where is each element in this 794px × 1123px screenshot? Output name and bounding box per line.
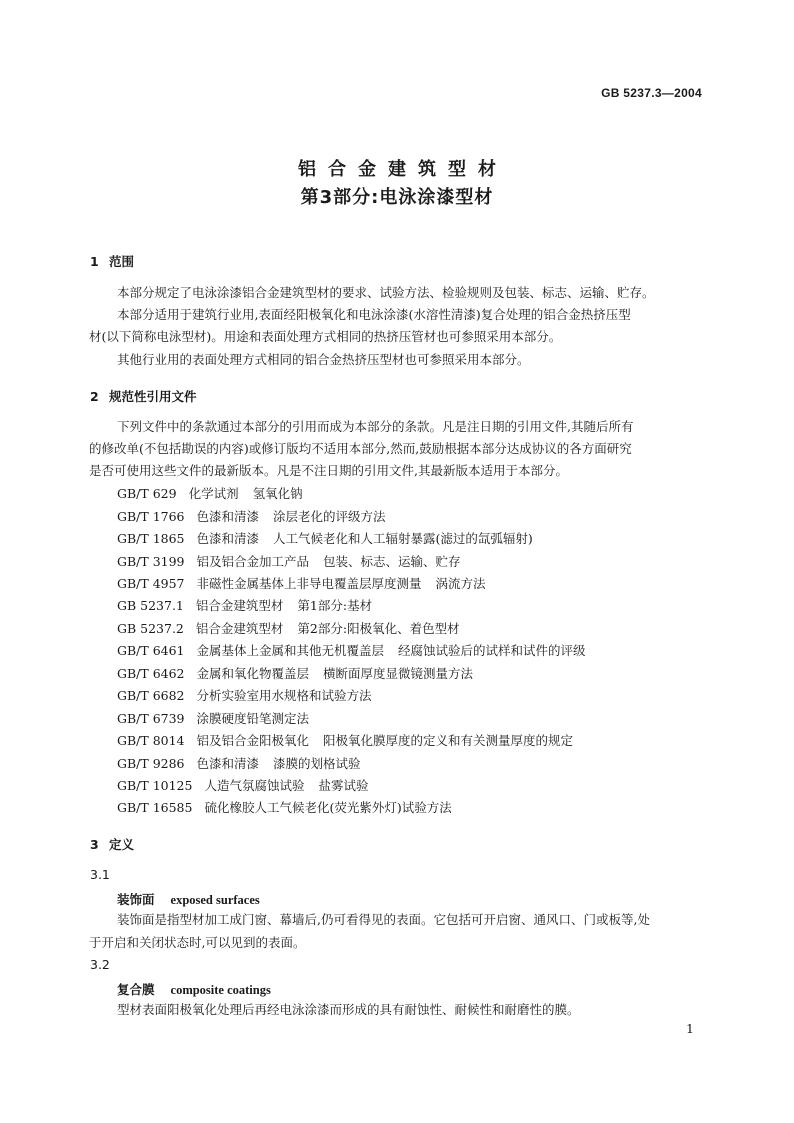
reference-code: GB/T 3199 bbox=[117, 554, 185, 569]
reference-subtitle: 涂层老化的评级方法 bbox=[273, 509, 386, 524]
reference-item bbox=[117, 576, 486, 592]
reference-subtitle: 人工气候老化和人工辐射暴露(滤过的氙弧辐射) bbox=[273, 531, 533, 546]
paragraph-line: 本部分规定了电泳涂漆铝合金建筑型材的要求、试验方法、检验规则及包装、标志、运输、贮存。 bbox=[117, 285, 655, 300]
reference-item bbox=[117, 509, 386, 525]
section-1-heading bbox=[90, 252, 134, 270]
reference-subtitle: 第2部分:阳极氧化、着色型材 bbox=[297, 621, 460, 636]
reference-title: 金属和氧化物覆盖层 bbox=[196, 666, 310, 681]
reference-title: 铝合金建筑型材 bbox=[195, 621, 284, 636]
reference-title: 人造气氛腐蚀试验 bbox=[204, 778, 305, 793]
paragraph-line: 本部分适用于建筑行业用,表面经阳极氧化和电泳涂漆(水溶性清漆)复合处理的铝合金热挤压型 bbox=[117, 307, 631, 322]
document-title: 铝合金建筑型材 bbox=[298, 159, 508, 180]
reference-item bbox=[117, 621, 460, 637]
term-en: exposed surfaces bbox=[170, 893, 260, 907]
section-3-heading bbox=[90, 835, 134, 853]
reference-title: 色漆和清漆 bbox=[196, 509, 260, 524]
term-zh: 装饰面 bbox=[117, 892, 155, 907]
reference-subtitle: 盐雾试验 bbox=[318, 778, 369, 793]
reference-code: GB 5237.2 bbox=[117, 621, 184, 636]
reference-subtitle: 横断面厚度显微镜测量方法 bbox=[323, 666, 474, 681]
term-zh: 复合膜 bbox=[117, 982, 155, 997]
reference-title: 硫化橡胶人工气候老化(荧光紫外灯)试验方法 bbox=[204, 800, 452, 815]
page-number: 1 bbox=[686, 1021, 694, 1036]
reference-code: GB/T 10125 bbox=[117, 778, 193, 793]
reference-code: GB/T 9286 bbox=[117, 756, 185, 771]
reference-title: 分析实验室用水规格和试验方法 bbox=[196, 688, 372, 703]
reference-item bbox=[117, 800, 466, 816]
term-heading bbox=[117, 980, 271, 998]
reference-subtitle: 包装、标志、运输、贮存 bbox=[323, 554, 461, 569]
reference-title: 铝及铝合金加工产品 bbox=[196, 554, 310, 569]
reference-title: 涂膜硬度铅笔测定法 bbox=[196, 711, 310, 726]
reference-code: GB/T 16585 bbox=[117, 800, 193, 815]
reference-title: 铝合金建筑型材 bbox=[195, 598, 284, 613]
reference-code: GB/T 6461 bbox=[117, 643, 185, 658]
reference-subtitle: 漆膜的划格试验 bbox=[273, 756, 361, 771]
reference-title: 色漆和清漆 bbox=[196, 531, 260, 546]
paragraph-line: 下列文件中的条款通过本部分的引用而成为本部分的条款。凡是注日期的引用文件,其随后所有 bbox=[117, 419, 634, 434]
reference-item bbox=[117, 598, 372, 614]
reference-title: 金属基体上金属和其他无机覆盖层 bbox=[196, 643, 385, 658]
term-number: 3.1 bbox=[90, 867, 110, 882]
section-title: 规范性引用文件 bbox=[109, 389, 197, 404]
paragraph-line: 的修改单(不包括勘误的内容)或修订版均不适用本部分,然而,鼓励根据本部分达成协议的各方面研究 bbox=[89, 441, 632, 456]
reference-code: GB/T 629 bbox=[117, 486, 177, 501]
reference-item bbox=[117, 778, 369, 794]
reference-subtitle: 经腐蚀试验后的试样和试件的评级 bbox=[398, 643, 586, 658]
paragraph-line: 型材表面阳极氧化处理后再经电泳涂漆而形成的具有耐蚀性、耐候性和耐磨性的膜。 bbox=[117, 1002, 580, 1017]
reference-code: GB 5237.1 bbox=[117, 598, 184, 613]
section-number: 1 bbox=[90, 254, 99, 269]
term-number: 3.2 bbox=[90, 957, 110, 972]
reference-title: 非磁性金属基体上非导电覆盖层厚度测量 bbox=[196, 576, 422, 591]
reference-item bbox=[117, 554, 461, 570]
reference-item bbox=[117, 688, 386, 704]
reference-code: GB/T 4957 bbox=[117, 576, 185, 591]
reference-subtitle: 第1部分:基材 bbox=[297, 598, 373, 613]
reference-title: 铝及铝合金阳极氧化 bbox=[196, 733, 310, 748]
reference-item bbox=[117, 643, 586, 659]
reference-item bbox=[117, 666, 473, 682]
reference-code: GB/T 6739 bbox=[117, 711, 185, 726]
reference-title: 色漆和清漆 bbox=[196, 756, 260, 771]
paragraph-line: 是否可使用这些文件的最新版本。凡是不注日期的引用文件,其最新版本适用于本部分。 bbox=[89, 463, 568, 478]
reference-code: GB/T 1865 bbox=[117, 531, 185, 546]
term-en: composite coatings bbox=[170, 983, 271, 997]
reference-item bbox=[117, 711, 323, 727]
section-title: 范围 bbox=[109, 254, 135, 269]
reference-code: GB/T 6682 bbox=[117, 688, 185, 703]
reference-subtitle: 涡流方法 bbox=[435, 576, 486, 591]
reference-title: 化学试剂 bbox=[188, 486, 239, 501]
reference-code: GB/T 1766 bbox=[117, 509, 185, 524]
section-number: 3 bbox=[90, 837, 99, 852]
reference-item bbox=[117, 531, 533, 547]
section-2-heading bbox=[90, 387, 197, 405]
reference-code: GB/T 6462 bbox=[117, 666, 185, 681]
reference-subtitle: 阳极氧化膜厚度的定义和有关测量厚度的规定 bbox=[323, 733, 574, 748]
document-subtitle: 第3部分:电泳涂漆型材 bbox=[300, 187, 494, 208]
term-heading bbox=[117, 890, 260, 908]
reference-code: GB/T 8014 bbox=[117, 733, 185, 748]
reference-item bbox=[117, 486, 303, 502]
reference-item bbox=[117, 756, 361, 772]
standard-number: GB 5237.3—2004 bbox=[601, 86, 702, 100]
paragraph-line: 材(以下简称电泳型材)。用途和表面处理方式相同的热挤压管材也可参照采用本部分。 bbox=[89, 329, 562, 344]
paragraph-line: 于开启和关闭状态时,可以见到的表面。 bbox=[89, 935, 306, 950]
paragraph-line: 装饰面是指型材加工成门窗、幕墙后,仍可看得见的表面。它包括可开启窗、通风口、门或板等,处 bbox=[117, 912, 650, 927]
reference-item bbox=[117, 733, 573, 749]
paragraph-line: 其他行业用的表面处理方式相同的铝合金热挤压型材也可参照采用本部分。 bbox=[117, 352, 530, 367]
section-number: 2 bbox=[90, 389, 99, 404]
section-title: 定义 bbox=[109, 837, 135, 852]
reference-subtitle: 氢氧化钠 bbox=[252, 486, 303, 501]
